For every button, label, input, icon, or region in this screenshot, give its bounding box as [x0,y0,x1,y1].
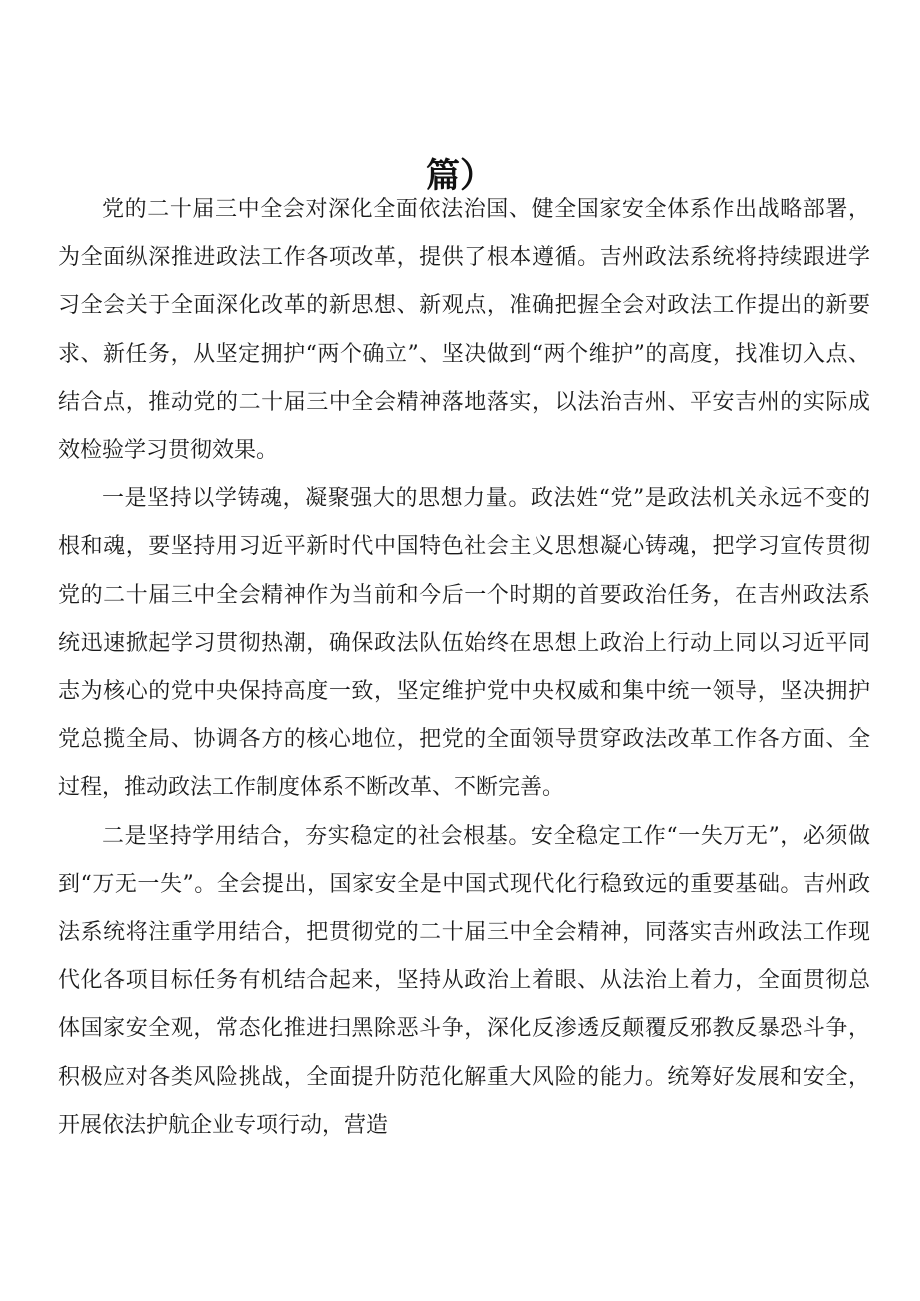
paragraph-intro: 党的二十届三中全会对深化全面依法治国、健全国家安全体系作出战略部署，为全面纵深推进政法工作各项改革，提供了根本遵循。吉州政法系统将持续跟进学习全会关于全面深化改革的新思想、新观点，准确把握全会对政法工作提出的新要求、新任务，从坚定拥护“两个确立”、坚决做到“两个维护”的高度，找准切入点、结合点，推动党的二十届三中全会精神落地落实，以法治吉州、平安吉州的实际成效检验学习贯彻效果。 [58,197,870,464]
document-body [58,186,870,1150]
paragraph-point-two: 二是坚持学用结合，夯实稳定的社会根基。安全稳定工作“一失万无”，必须做到“万无一失”。全会提出，国家安全是中国式现代化行稳致远的重要基础。吉州政法系统将注重学用结合，把贯彻党的二十届三中全会精神，同落实吉州政法工作现代化各项目标任务有机结合起来，坚持从政治上着眼、从法治上着力，全面贯彻总体国家安全观，常态化推进扫黑除恶斗争，深化反渗透反颠覆反邪教反暴恐斗争，积极应对各类风险挑战，全面提升防范化解重大风险的能力。统筹好发展和安全，开展依法护航企业专项行动，营造 [58,823,870,1138]
paragraph-point-one: 一是坚持以学铸魂，凝聚强大的思想力量。政法姓“党”是政法机关永远不变的根和魂，要坚持用习近平新时代中国特色社会主义思想凝心铸魂，把学习宣传贯彻党的二十届三中全会精神作为当前和今后一个时期的首要政治任务，在吉州政法系统迅速掀起学习贯彻热潮，确保政法队伍始终在思想上政治上行动上同以习近平同志为核心的党中央保持高度一致，坚定维护党中央权威和集中统一领导，坚决拥护党总揽全局、协调各方的核心地位，把党的全面领导贯穿政法改革工作各方面、全过程，推动政法工作制度体系不断改革、不断完善。 [58,486,870,801]
document-heading: 篇） [426,156,494,196]
